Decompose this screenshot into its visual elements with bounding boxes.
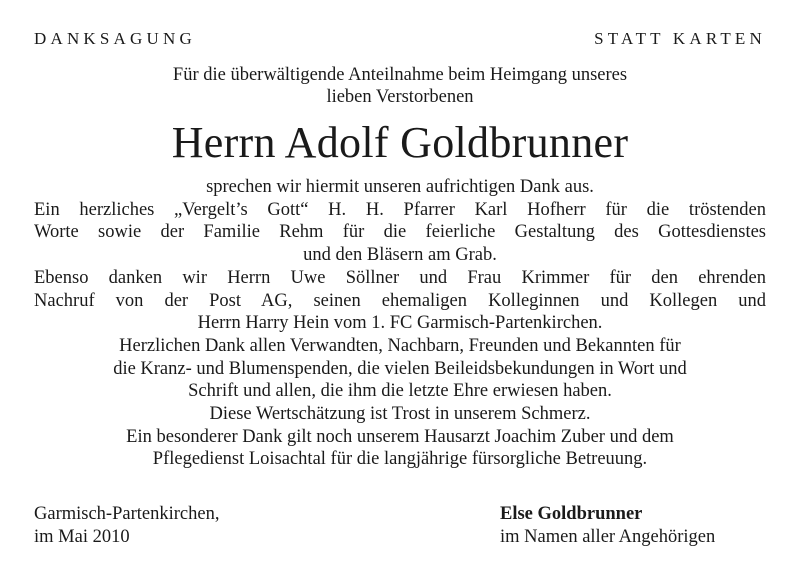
body-line: Ein herzliches „Vergelt’s Gott“ H. H. Pfarrer Karl Hofherr für die tröstenden	[34, 199, 766, 220]
body-line: Pflegedienst Loisachtal für die langjährige fürsorgliche Betreuung.	[152, 449, 648, 470]
intro-line: lieben Verstorbenen	[326, 87, 474, 107]
body-line: Diese Wertschätzung ist Trost in unserem Schmerz.	[209, 404, 591, 425]
signer-name: Else Goldbrunner	[500, 504, 643, 524]
body-line: Schrift und allen, die ihm die letzte Ehre erwiesen haben.	[188, 381, 612, 402]
body-line: und den Bläsern am Grab.	[303, 245, 497, 266]
thanks-body	[34, 176, 766, 471]
intro-text	[34, 64, 766, 108]
intro-line: Für die überwältigende Anteilnahme beim Heimgang unseres	[172, 65, 628, 85]
body-line: sprechen wir hiermit unseren aufrichtigen Dank aus.	[206, 177, 594, 197]
signature-block	[34, 503, 766, 548]
body-line: Ein besonderer Dank gilt noch unserem Hausarzt Joachim Zuber und dem	[126, 426, 674, 447]
date: im Mai 2010	[34, 526, 130, 547]
body-line: Worte sowie der Familie Rehm für die feierliche Gestaltung des Gottesdienstes	[34, 222, 766, 243]
header-row	[34, 28, 766, 50]
danksagung-label: DANKSAGUNG	[34, 29, 196, 48]
deceased-name: Herrn Adolf Goldbrunner	[171, 118, 629, 167]
place-date	[34, 503, 219, 548]
body-line: Herzlichen Dank allen Verwandten, Nachbarn, Freunden und Bekannten für	[119, 335, 681, 356]
place: Garmisch-Partenkirchen,	[34, 504, 220, 524]
body-line: Ebenso danken wir Herrn Uwe Söllner und Frau Krimmer für den ehrenden	[34, 267, 766, 288]
body-line: Nachruf von der Post AG, seinen ehemaligen Kolleginnen und Kollegen und	[34, 290, 766, 311]
body-line: die Kranz- und Blumenspenden, die vielen Beileidsbekundungen in Wort und	[113, 358, 687, 379]
signer-note: im Namen aller Angehörigen	[500, 526, 716, 547]
body-line: Herrn Harry Hein vom 1. FC Garmisch-Partenkirchen.	[197, 313, 603, 334]
signer-block	[500, 503, 766, 548]
statt-karten-label: STATT KARTEN	[594, 29, 766, 48]
